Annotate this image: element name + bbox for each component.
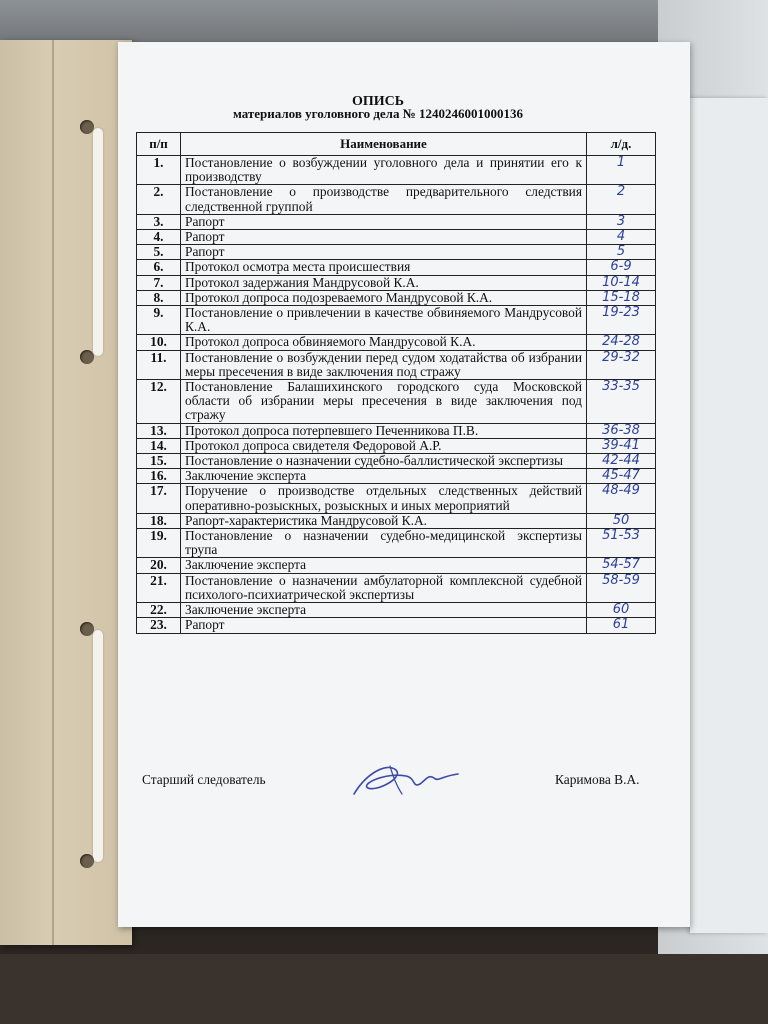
row-number: 13. (137, 423, 181, 438)
row-number: 7. (137, 275, 181, 290)
row-pages: 39-41 (587, 438, 656, 453)
table-row (137, 573, 656, 602)
row-name: Протокол задержания Мандрусовой К.А. (181, 275, 587, 290)
document-subtitle: материалов уголовного дела № 1240246001000136 (232, 106, 524, 121)
row-pages: 51-53 (587, 529, 656, 558)
row-pages: 5 (587, 245, 656, 260)
header-name: Наименование (181, 133, 587, 156)
table-row (137, 245, 656, 260)
binding-hole (80, 350, 94, 364)
row-pages: 45-47 (587, 469, 656, 484)
row-name: Протокол допроса потерпевшего Печенникова П.В. (181, 423, 587, 438)
row-number: 20. (137, 558, 181, 573)
row-number: 3. (137, 214, 181, 229)
row-pages: 4 (587, 230, 656, 245)
row-name: Постановление о назначении судебно-баллистической экспертизы (181, 454, 587, 469)
row-pages: 3 (587, 214, 656, 229)
row-number: 6. (137, 260, 181, 275)
binding-hole (80, 120, 94, 134)
row-number: 8. (137, 290, 181, 305)
inventory-table (136, 132, 656, 634)
header-pages: л/д. (587, 133, 656, 156)
binding-thread-bottom (93, 630, 103, 862)
row-name: Постановление Балашихинского городского суда Московской области об избрании меры пресечения в виде заключения под стражу (181, 380, 587, 424)
row-name: Заключение эксперта (181, 558, 587, 573)
row-pages: 42-44 (587, 454, 656, 469)
row-name: Постановление о привлечении в качестве обвиняемого Мандрусовой К.А. (181, 306, 587, 335)
row-number: 21. (137, 573, 181, 602)
row-name: Рапорт (181, 230, 587, 245)
table-row (137, 156, 656, 185)
row-number: 4. (137, 230, 181, 245)
background-bottom (0, 954, 768, 1024)
folder-crease (52, 40, 54, 945)
table-row (137, 335, 656, 350)
row-number: 18. (137, 513, 181, 528)
binding-hole (80, 854, 94, 868)
signature-label: Старший следователь (142, 772, 266, 787)
row-pages: 24-28 (587, 335, 656, 350)
row-number: 19. (137, 529, 181, 558)
row-name: Протокол допроса подозреваемого Мандрусовой К.А. (181, 290, 587, 305)
table-row (137, 214, 656, 229)
document-sheet (118, 42, 690, 927)
table-row (137, 469, 656, 484)
table-header-row (137, 133, 656, 156)
row-number: 15. (137, 454, 181, 469)
row-pages: 29-32 (587, 350, 656, 379)
signature-icon (346, 754, 461, 804)
table-row (137, 275, 656, 290)
row-number: 16. (137, 469, 181, 484)
row-name: Постановление о назначении судебно-медицинской экспертизы трупа (181, 529, 587, 558)
row-number: 11. (137, 350, 181, 379)
row-name: Поручение о производстве отдельных следственных действий оперативно-розыскных, розыскных и иных мероприятий (181, 484, 587, 513)
row-name: Рапорт (181, 214, 587, 229)
row-pages: 6-9 (587, 260, 656, 275)
row-pages: 19-23 (587, 306, 656, 335)
table-row (137, 618, 656, 633)
row-number: 14. (137, 438, 181, 453)
row-pages: 61 (587, 618, 656, 633)
row-name: Рапорт (181, 245, 587, 260)
table-row (137, 438, 656, 453)
table-row (137, 185, 656, 214)
table-row (137, 260, 656, 275)
table-row (137, 380, 656, 424)
row-number: 10. (137, 335, 181, 350)
cardboard-folder (0, 40, 132, 945)
table-row (137, 423, 656, 438)
binding-thread-top (93, 128, 103, 356)
row-number: 5. (137, 245, 181, 260)
row-pages: 58-59 (587, 573, 656, 602)
row-number: 22. (137, 603, 181, 618)
table-row (137, 306, 656, 335)
binding-hole (80, 622, 94, 636)
underlying-sheet (690, 98, 768, 933)
row-pages: 10-14 (587, 275, 656, 290)
table-row (137, 603, 656, 618)
row-pages: 60 (587, 603, 656, 618)
row-name: Протокол осмотра места происшествия (181, 260, 587, 275)
document-title: ОПИСЬ (351, 94, 405, 109)
row-name: Протокол допроса обвиняемого Мандрусовой К.А. (181, 335, 587, 350)
row-name: Заключение эксперта (181, 603, 587, 618)
row-name: Заключение эксперта (181, 469, 587, 484)
table-row (137, 454, 656, 469)
row-pages: 50 (587, 513, 656, 528)
table-row (137, 230, 656, 245)
row-pages: 15-18 (587, 290, 656, 305)
row-number: 23. (137, 618, 181, 633)
table-row (137, 529, 656, 558)
row-name: Рапорт-характеристика Мандрусовой К.А. (181, 513, 587, 528)
table-row (137, 290, 656, 305)
row-number: 2. (137, 185, 181, 214)
row-name: Постановление о производстве предварительного следствия следственной группой (181, 185, 587, 214)
row-name: Постановление о назначении амбулаторной комплексной судебной психолого-психиатрической экспертизы (181, 573, 587, 602)
table-row (137, 513, 656, 528)
row-pages: 2 (587, 185, 656, 214)
row-number: 17. (137, 484, 181, 513)
table-row (137, 558, 656, 573)
row-name: Постановление о возбуждении перед судом ходатайства об избрании меры пресечения в виде заключения под стражу (181, 350, 587, 379)
table-row (137, 484, 656, 513)
row-name: Протокол допроса свидетеля Федоровой А.Р. (181, 438, 587, 453)
row-pages: 48-49 (587, 484, 656, 513)
row-pages: 33-35 (587, 380, 656, 424)
row-name: Постановление о возбуждении уголовного дела и принятии его к производству (181, 156, 587, 185)
signature-name: Каримова В.А. (555, 772, 640, 787)
row-pages: 54-57 (587, 558, 656, 573)
header-num: п/п (137, 133, 181, 156)
table-row (137, 350, 656, 379)
row-name: Рапорт (181, 618, 587, 633)
row-pages: 1 (587, 156, 656, 185)
row-number: 9. (137, 306, 181, 335)
row-number: 1. (137, 156, 181, 185)
row-number: 12. (137, 380, 181, 424)
row-pages: 36-38 (587, 423, 656, 438)
